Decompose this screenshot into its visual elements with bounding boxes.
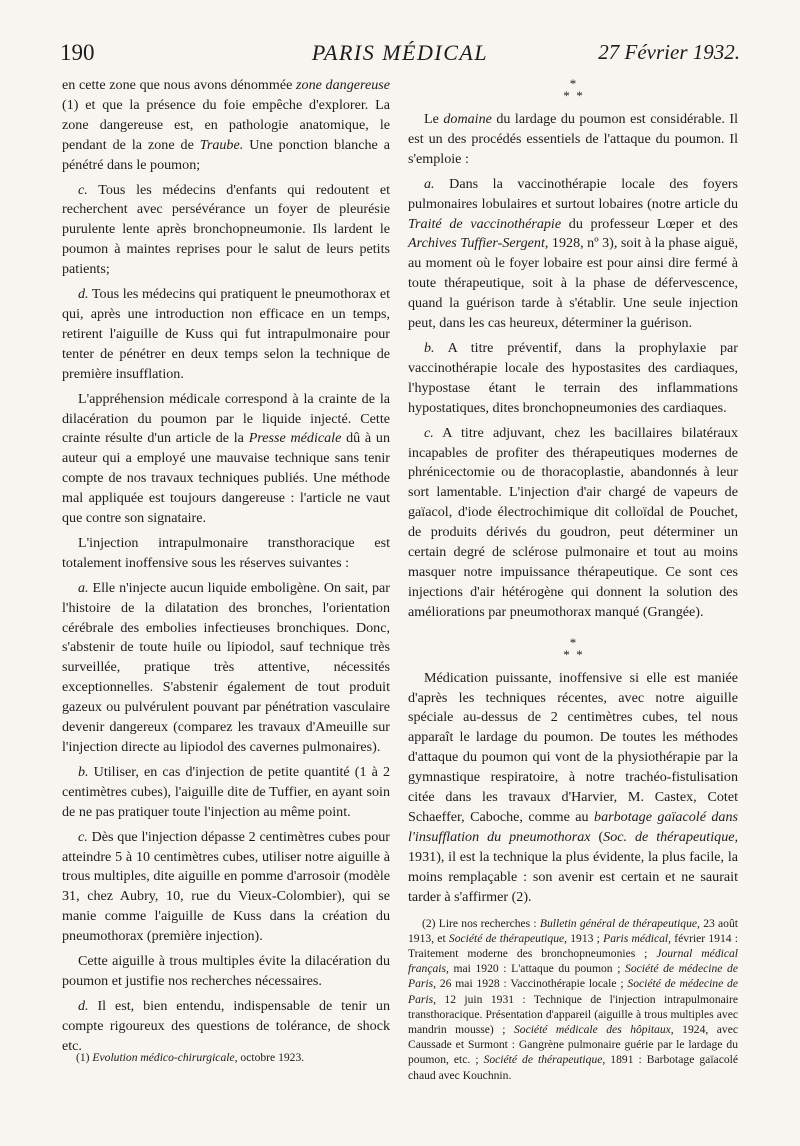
- footnote-text: [62, 1050, 390, 1065]
- star-top: *: [569, 634, 577, 650]
- text-segment: 12 juin 1931 : Technique de l'injection intrapulmonaire transthoracique. Présentation d'appareil (aiguille à trous multiples avec mandrin mousse) ;: [408, 992, 738, 1036]
- star-top: *: [569, 76, 577, 91]
- text-segment: octobre 1923.: [237, 1051, 305, 1064]
- text-segment: A titre adjuvant, chez les bacillaires bilatéraux incapables de profiter des thérapeutiques modernes de phrénicectomie ou de thoracoplastie, abandonnés à leur sort lamentable. L'injection d'air chargé de vapeurs de gaïacol, d'iode électrochimique dit colloïdal de Pouchet, de produits dérivés du goudron, peut déterminer un certain degré de sclérose pulmonaire et tout au moins masquer notre impuissance thérapeutique. Ce sont ces injections d'air hétérogène qui donnent la solution des améliorations par pneumothorax manqué (Grangée).: [408, 424, 738, 620]
- paragraph-r5: [408, 669, 738, 908]
- text-segment: Tous les médecins qui pratiquent le pneumothorax et qui, après une introduction non efficace en un temps, retirent l'aiguille de Kuss qui fut intrapulmonaire pour tenter de pénétrer en deux temps selon la technique de première insufflation.: [62, 286, 390, 382]
- right-section-a: [408, 110, 738, 623]
- text-segment: du lardage du poumon est considérable. Il est un des procédés essentiels de l'attaque du poumon. Il s'emploie :: [408, 111, 739, 167]
- paragraph-r2: [408, 175, 738, 334]
- star-pair: [408, 90, 738, 102]
- paragraph-l2: [62, 181, 390, 281]
- italic-segment: Société de thérapeutique,: [448, 931, 568, 945]
- italic-segment: a.: [424, 175, 435, 192]
- text-segment: L'appréhension médicale correspond à la crainte de la dilacération du poumon par le liquide injecté. Cette crainte résulte d'un article de la: [62, 390, 390, 447]
- italic-segment: d.: [78, 997, 89, 1014]
- italic-segment: Société de médecine de Paris,: [408, 962, 738, 991]
- section-separator-2: [408, 634, 738, 662]
- paragraph-l3: [62, 285, 390, 385]
- italic-segment: barbotage gaïacolé dans l'insufflation du pneumothorax: [408, 809, 739, 845]
- italic-segment: Presse médicale: [248, 430, 342, 447]
- text-segment: (2) Lire nos recherches :: [422, 916, 540, 930]
- footnote-2: [408, 916, 738, 1083]
- paragraph-l10: [62, 997, 390, 1057]
- italic-segment: Paris médical,: [603, 931, 672, 945]
- text-segment: 1931), il est la technique la plus évidente, la plus facile, la moins remplaçable : son avenir est certain et ne saurait tarder à s'affirmer (2).: [408, 848, 738, 905]
- italic-segment: Traube.: [199, 136, 244, 153]
- paragraph-l1: [62, 76, 390, 176]
- text-segment: dû à un auteur qui a employé une mauvaise technique sans tenir compte de nos travaux techniques publiés. Une méthode mal appliquée est toujours dangereuse : l'article ne vaut que contre son signataire.: [62, 430, 390, 527]
- text-segment: du professeur Lœper et des: [561, 215, 738, 232]
- text-segment: en cette zone que nous avons dénommée: [62, 77, 297, 93]
- italic-segment: d.: [78, 286, 89, 303]
- text-segment: février 1914 : Traitement moderne des bronchopneumonies ;: [408, 931, 739, 960]
- text-segment: Utiliser, en cas d'injection de petite quantité (1 à 2 centimètres cubes), l'aiguille dite de Tuffier, en ayant soin de ne pas pratiquer toute l'injection au même point.: [62, 763, 390, 820]
- text-segment: Le: [424, 111, 444, 127]
- paragraph-r1: [408, 110, 738, 170]
- italic-segment: zone dangereuse: [296, 77, 391, 93]
- paragraph-l5: [62, 534, 390, 574]
- italic-segment: b.: [424, 339, 435, 356]
- star-left: *: [563, 88, 570, 103]
- text-segment: Médication puissante, inoffensive si elle est maniée d'après les techniques récentes, avec notre aiguille spéciale au-dessus de 2 centimètres cubes, tel nous apparaît le lardage du poumon. De toutes les méthodes d'attaque du poumon qui vont de la physiothérapie par la gymnastique respiratoire, à notre trachéo-fistulisation citée dans les travaux d'Harvier, M. Castex, Cotet Schaeffer, Caboche, comme au: [408, 669, 738, 825]
- left-column: [62, 76, 390, 1062]
- star-right: *: [576, 88, 583, 103]
- text-segment: (1): [76, 1051, 93, 1064]
- italic-segment: Journal médical français,: [408, 946, 738, 976]
- paragraph-l7: [62, 763, 390, 823]
- text-segment: Cette aiguille à trous multiples évite la dilacération du poumon et justifie nos recherches nécessaires.: [62, 953, 390, 989]
- paragraph-l8: [62, 828, 390, 947]
- text-segment: 23 août 1913, et: [408, 916, 738, 945]
- text-segment: 1891 : Barbotage gaïacolé chaud avec Kouchnin.: [408, 1053, 738, 1082]
- text-segment: 1913 ;: [567, 931, 604, 945]
- star-left: *: [563, 646, 570, 662]
- right-section-b: [408, 669, 738, 908]
- text-segment: Elle n'injecte aucun liquide emboligène. On sait, par l'histoire de la dilatation des bronches, l'orientation cérébrale des embolies infectieuses bronchiques. Donc, s'abstenir de toute huile ou lipiodol, sauf technique très surveillée, pratique très attentive, nécessités exceptionnelles. S'abstenir également de tout produit gazeux ou pulvérulent pouvant par pénétration vasculaire devenir dangereux (comparez les travaux d'Ameuille sur l'injection directe au lipiodol des cavernes pulmonaires).: [62, 579, 390, 755]
- paragraph-l9: [62, 952, 390, 992]
- italic-segment: domaine: [443, 111, 492, 127]
- paragraph-l6: [62, 579, 390, 758]
- text-segment: 1928, nº 3), soit à la phase aiguë, au moment où le foyer lobaire est pour ainsi dire fermé à toute thérapeutique, soit à la phase de défervescence, quand la guérison tarde à s'établir. Une seule injection peut, dans les cas heureux, déterminer la guérison.: [408, 235, 738, 332]
- text-segment: L'injection intrapulmonaire transthoracique est totalement inoffensive sous les réserves suivantes :: [62, 534, 390, 571]
- italic-segment: Traité de vaccinothérapie: [408, 215, 562, 232]
- footnote-text: [408, 916, 738, 1083]
- italic-segment: Soc. de thérapeutique,: [603, 828, 739, 845]
- text-segment: (: [590, 828, 604, 845]
- italic-segment: Société de thérapeutique,: [483, 1053, 606, 1067]
- italic-segment: b.: [78, 763, 89, 780]
- text-segment: 1924, avec Caussade et Surmont : Gangrène pulmonaire guérie par le lardage du poumon, etc. ;: [408, 1022, 738, 1067]
- italic-segment: c.: [424, 424, 434, 441]
- italic-segment: Société de médecine de Paris,: [408, 977, 738, 1006]
- italic-segment: a.: [78, 579, 89, 596]
- paragraph-r3: [408, 339, 738, 419]
- italic-segment: Evolution médico-chirurgicale,: [92, 1051, 238, 1064]
- text-segment: Dès que l'injection dépasse 2 centimètres cubes pour atteindre 5 à 10 centimètres cubes, utiliser notre aiguille à trous multiples, dite aiguille en pomme d'arrosoir (modèle 31, chez Aubry, 10, rue du Vieux-Colombier), qui se manie comme l'aiguille de Kuss dans la création du pneumothorax (première injection).: [62, 828, 390, 945]
- italic-segment: c.: [78, 181, 88, 198]
- page-number: 190: [60, 40, 95, 65]
- star-right: *: [576, 646, 583, 662]
- italic-segment: c.: [78, 828, 88, 845]
- footnote-1: [62, 1050, 390, 1065]
- right-column: [408, 76, 738, 1083]
- text-segment: Il est, bien entendu, indispensable de tenir un compte rigoureux des questions de tolérance, de shock etc.: [62, 997, 390, 1054]
- text-segment: 26 mai 1928 : Vaccinothérapie locale ;: [436, 977, 628, 991]
- italic-segment: Bulletin général de thérapeutique,: [539, 916, 700, 930]
- text-segment: mai 1920 : L'attaque du poumon ;: [448, 962, 626, 976]
- journal-title: PARIS MÉDICAL: [311, 40, 489, 65]
- text-segment: (1) et que la présence du foie empêche d'explorer. La zone dangereuse est, en pathologie anatomique, le pendant de la zone de: [62, 96, 390, 153]
- section-separator-1: [408, 78, 738, 102]
- text-segment: A titre préventif, dans la prophylaxie par vaccinothérapie locale des hypostasites des cardiaques, l'hypostase étant le terrain des inflammations hypostatiques, dites bronchopneumonies des cardiaques.: [408, 339, 738, 416]
- paragraph-l4: [62, 390, 390, 529]
- text-segment: Tous les médecins d'enfants qui redoutent et recherchent avec persévérance un foyer de pleurésie purulente lente après bronchopneumonie. Ils lardent le poumon à maintes reprises pour le salut de leurs petits patients;: [62, 181, 390, 278]
- page-header: [60, 40, 740, 70]
- text-segment: Une ponction blanche a pénétré dans le poumon;: [62, 136, 390, 173]
- paragraph-r4: [408, 424, 738, 623]
- italic-segment: Société médicale des hôpitaux,: [513, 1022, 674, 1036]
- issue-date: 27 Février 1932.: [598, 40, 740, 64]
- star-pair: [408, 646, 738, 662]
- italic-segment: Archives Tuffier-Sergent,: [408, 235, 549, 252]
- text-segment: Dans la vaccinothérapie locale des foyers pulmonaires lobulaires et surtout lobaires (notre article du: [408, 175, 738, 212]
